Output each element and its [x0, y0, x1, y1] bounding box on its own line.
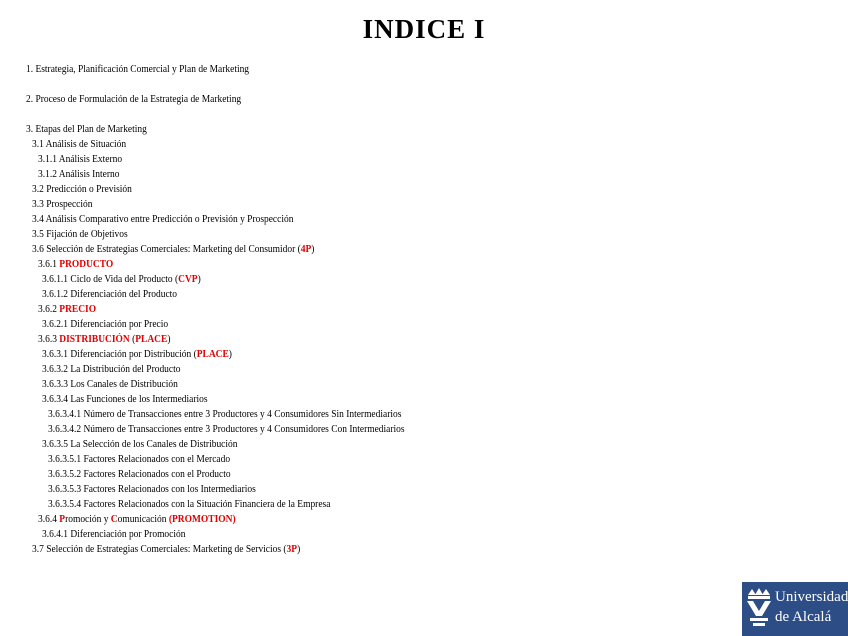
toc-text: 3.6.3.5.3 Factores Relacionados con los Intermediarios	[48, 483, 256, 495]
toc-text: 3.6.3	[38, 333, 60, 345]
toc-text: 3.7 Selección de Estrategias Comerciales: Marketing de Servicios (	[32, 543, 287, 555]
toc-entry	[48, 498, 330, 511]
toc-entry	[32, 138, 126, 151]
toc-entry	[42, 438, 237, 451]
toc-highlight-text: (PROMOTION)	[168, 513, 236, 525]
toc-text: 3.6.3.1 Diferenciación por Distribución (	[42, 348, 197, 360]
toc-text: 3.6.4	[38, 513, 60, 525]
toc-text: 3.5 Fijación de Objetivos	[32, 228, 128, 240]
toc-text: 3.1 Análisis de Situación	[32, 138, 127, 150]
toc-entry	[42, 273, 201, 286]
toc-text: )	[297, 543, 301, 555]
toc-text: )	[311, 243, 315, 255]
toc-entry	[32, 543, 300, 556]
toc-text: )	[228, 348, 232, 360]
toc-entry	[32, 228, 128, 241]
toc-entry	[48, 453, 230, 466]
toc-text: 3.6.3.4.1 Número de Transacciones entre 3 Productores y 4 Consumidores Sin Intermediarios	[48, 408, 402, 420]
toc-highlight-text: 4P	[300, 243, 312, 255]
crest-icon	[746, 587, 772, 631]
toc-entry	[42, 528, 185, 541]
toc-text: 3.6.3.4 Las Funciones de los Intermediarios	[42, 393, 208, 405]
toc-text: 3.6.2	[38, 303, 60, 315]
toc-text: 2. Proceso de Formulación de la Estrategia de Marketing	[26, 93, 242, 105]
toc-text: 3.3 Prospección	[32, 198, 93, 210]
toc-text: 3.2 Predicción o Previsión	[32, 183, 132, 195]
toc-entry	[26, 93, 241, 106]
toc-highlight-text: CVP	[178, 273, 198, 285]
toc-entry	[48, 408, 401, 421]
toc-text: 3.1.2 Análisis Interno	[38, 168, 120, 180]
toc-text: 3.6.3.5 La Selección de los Canales de Distribución	[42, 438, 238, 450]
toc-text: )	[197, 273, 201, 285]
toc-entry	[42, 288, 177, 301]
toc-highlight-text: C	[110, 513, 118, 525]
toc-highlight-text: PRODUCTO	[59, 258, 114, 270]
toc-entry	[38, 168, 119, 181]
toc-entry	[26, 123, 147, 136]
toc-entry	[32, 243, 314, 256]
university-logo	[742, 582, 848, 636]
toc-entry	[32, 183, 132, 196]
toc-highlight-text: PLACE	[135, 333, 168, 345]
toc-entry	[38, 513, 236, 526]
toc-text: 3.6.3.5.4 Factores Relacionados con la Situación Financiera de la Empresa	[48, 498, 331, 510]
toc-entry	[32, 213, 293, 226]
toc-text: 3.6.3.3 Los Canales de Distribución	[42, 378, 178, 390]
toc-entry	[48, 423, 405, 436]
toc-highlight-text: PLACE	[196, 348, 229, 360]
toc-text: 3.6.3.5.1 Factores Relacionados con el Mercado	[48, 453, 231, 465]
toc-entry	[38, 333, 170, 346]
toc-entry	[38, 153, 122, 166]
toc-entry	[42, 363, 180, 376]
toc-entry	[48, 483, 256, 496]
toc-entry	[48, 468, 231, 481]
toc-text: 3.6.1.1 Ciclo de Vida del Producto (	[42, 273, 179, 285]
toc-entry	[38, 303, 96, 316]
toc-text: 3.6.2.1 Diferenciación por Precio	[42, 318, 169, 330]
toc-text: )	[167, 333, 171, 345]
toc-entry	[42, 318, 168, 331]
toc-text: omunicación	[117, 513, 169, 525]
toc-text: (	[129, 333, 136, 345]
toc-text: 3.6.3.4.2 Número de Transacciones entre 3 Productores y 4 Consumidores Con Intermediarios	[48, 423, 405, 435]
toc-text: 3.6.3.5.2 Factores Relacionados con el Producto	[48, 468, 231, 480]
toc-entry	[42, 348, 232, 361]
toc-entry	[38, 258, 113, 271]
toc-entry	[42, 378, 178, 391]
toc-text: 3.6.3.2 La Distribución del Producto	[42, 363, 181, 375]
page-title: INDICE I	[362, 14, 486, 44]
toc-highlight-text: DISTRIBUCIÓN	[59, 333, 130, 345]
toc-entry	[32, 198, 92, 211]
logo-text-line2: de Alcalá	[775, 609, 832, 625]
toc-highlight-text: 3P	[286, 543, 298, 555]
logo-text-line1: Universidad	[775, 589, 848, 605]
toc-text: 3.1.1 Análisis Externo	[38, 153, 123, 165]
toc-text: 3.6.1	[38, 258, 60, 270]
toc-text: 3.6.1.2 Diferenciación del Producto	[42, 288, 178, 300]
toc-entry	[26, 63, 249, 76]
toc-text: 3. Etapas del Plan de Marketing	[26, 123, 147, 135]
toc-text: 3.4 Análisis Comparativo entre Predicción o Previsión y Prospección	[32, 213, 294, 225]
toc-text: romoción y	[65, 513, 111, 525]
toc-highlight-text: P	[59, 513, 66, 525]
toc-highlight-text: PRECIO	[59, 303, 97, 315]
toc-text: 1. Estrategia, Planificación Comercial y Plan de Marketing	[26, 63, 250, 75]
toc-text: 3.6 Selección de Estrategias Comerciales: Marketing del Consumidor (	[32, 243, 301, 255]
toc-entry	[42, 393, 208, 406]
toc-text: 3.6.4.1 Diferenciación por Promoción	[42, 528, 186, 540]
